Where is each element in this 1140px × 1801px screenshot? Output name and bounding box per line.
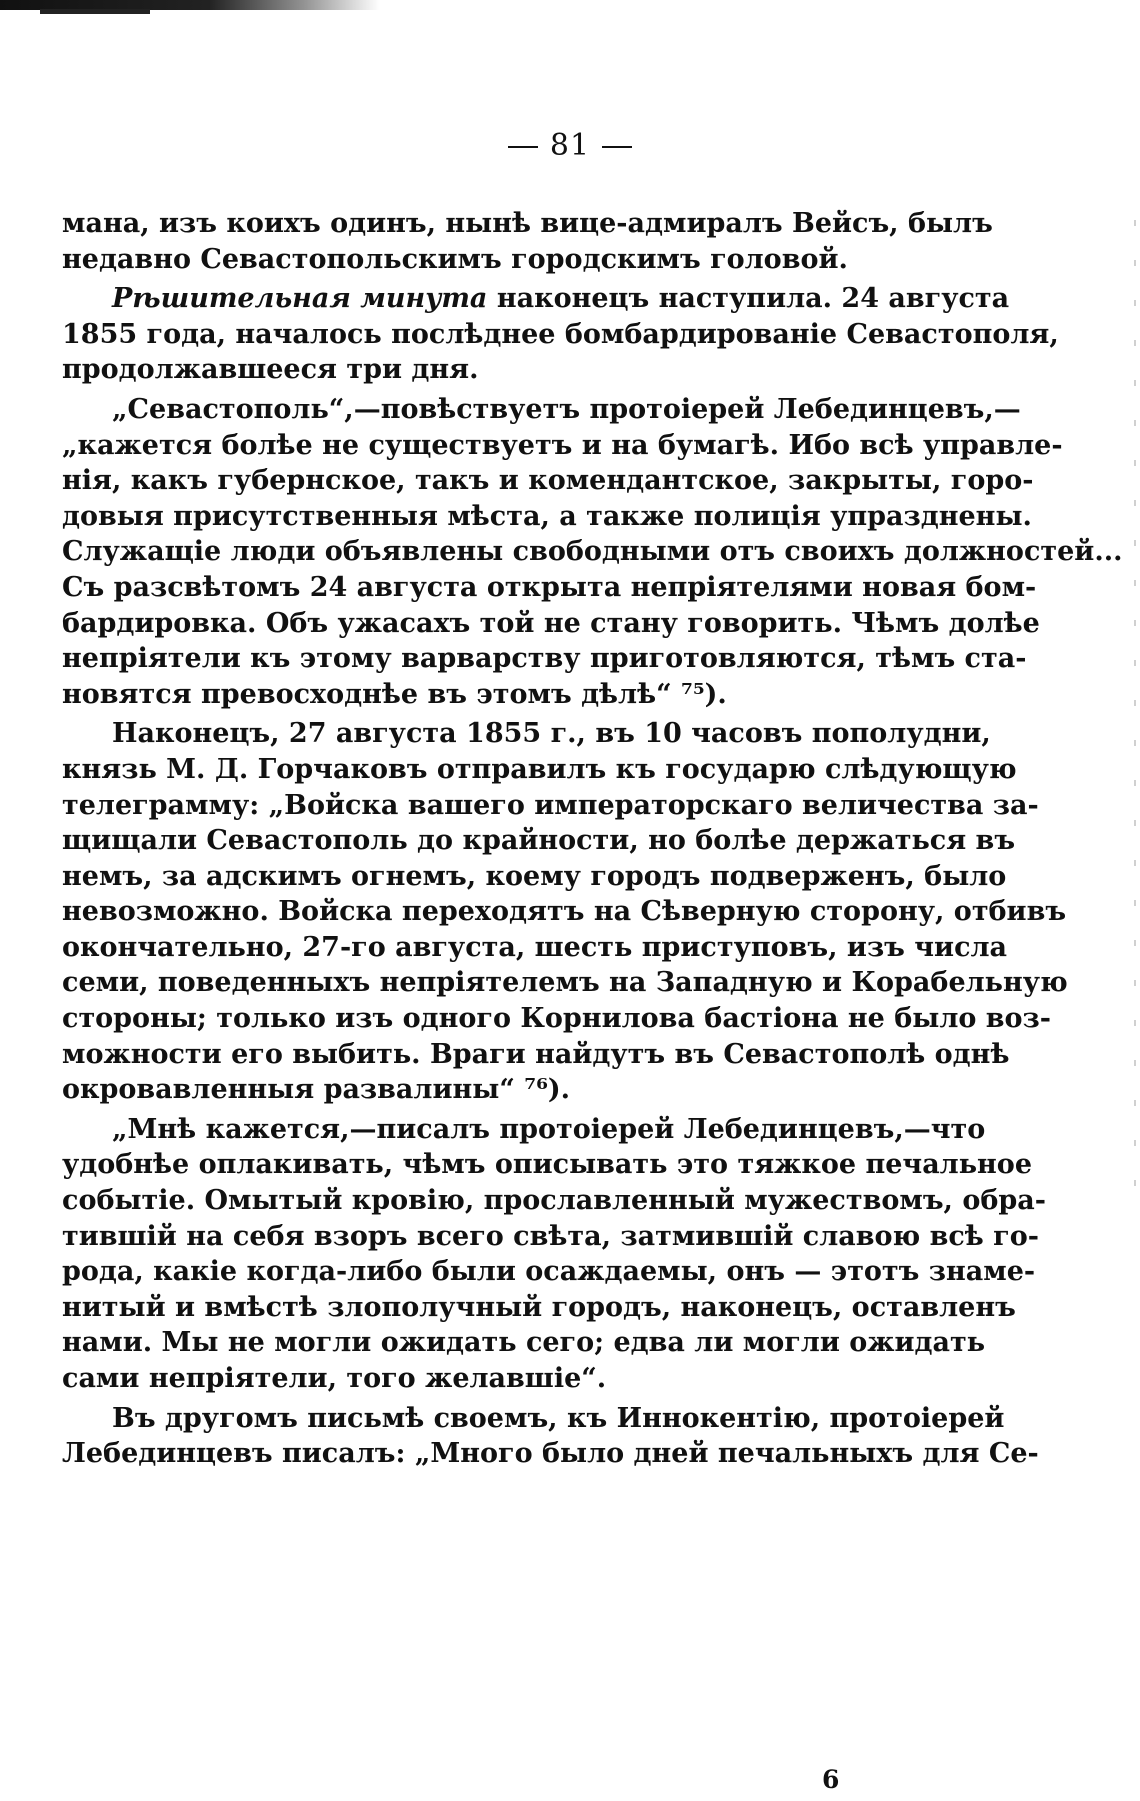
text-line: князь М. Д. Горчаковъ отправилъ къ государю слѣдующую <box>62 753 1017 785</box>
text-line: Наконецъ, 27 августа 1855 г., въ 10 часовъ пополудни, <box>112 718 991 750</box>
text-line: телеграмму: „Войска вашего императорскаго величества за- <box>62 789 1039 821</box>
text-line: можности его выбить. Враги найдутъ въ Севастополѣ однѣ <box>62 1038 1010 1070</box>
text-line: недавно Севастопольскимъ городскимъ головой. <box>62 243 848 275</box>
signature-mark: 6 <box>822 1765 840 1794</box>
text-line: „Мнѣ кажется,—писалъ протоіерей Лебединцевъ,—что <box>112 1113 986 1145</box>
body-text <box>62 206 1123 1472</box>
text-line: событіе. Омытый кровію, прославленный мужествомъ, обра- <box>62 1185 1046 1217</box>
scan-margin-specks <box>1134 220 1136 1200</box>
text-line: продолжавшееся три дня. <box>62 354 479 386</box>
text-line: тившій на себя взоръ всего свѣта, затмившій славою всѣ го- <box>62 1220 1039 1252</box>
text-line: щищали Севастополь до крайности, но болѣе держаться въ <box>62 825 1016 857</box>
text-line: рода, какіе когда-либо были осаждаемы, онъ — этотъ знаме- <box>62 1256 1036 1288</box>
text-line: нами. Мы не могли ожидать сего; едва ли могли ожидать <box>62 1327 986 1359</box>
text-line: сами непріятели, того желавшіе“. <box>62 1363 607 1394</box>
text-line: удобнѣе оплакивать, чѣмъ описывать это тяжкое печальное <box>62 1149 1032 1181</box>
text-line: немъ, за адскимъ огнемъ, коему городъ подверженъ, было <box>62 860 1007 892</box>
dash-left <box>508 146 538 148</box>
text-line: Лебединцевъ писалъ: „Много было дней печальныхъ для Се- <box>62 1438 1039 1470</box>
dash-right <box>602 146 632 148</box>
text-line: „кажется болѣе не существуетъ и на бумагѣ. Ибо всѣ управле- <box>62 429 1063 461</box>
text-line: стороны; только изъ одного Корнилова бастіона не было воз- <box>62 1003 1051 1035</box>
text-line <box>62 281 1010 317</box>
text-line: нія, какъ губернское, такъ и комендантское, закрыты, горо- <box>62 465 1034 497</box>
page-number-header <box>0 128 1140 163</box>
text-line-rest: наконецъ наступила. 24 августа <box>487 283 1010 315</box>
text-line: Въ другомъ письмѣ своемъ, къ Иннокентію, протоіерей <box>112 1402 1005 1434</box>
page-number: 81 <box>549 128 591 163</box>
text-line: невозможно. Войска переходятъ на Сѣверную сторону, отбивъ <box>62 896 1067 928</box>
text-line: новятся превосходнѣе въ этомъ дѣлѣ“ ⁷⁵). <box>62 678 727 710</box>
text-line: довыя присутственныя мѣста, а также полиція упразднены. <box>62 500 1032 532</box>
text-line: окончательно, 27-го августа, шесть приступовъ, изъ числа <box>62 931 1008 963</box>
text-line: непріятели къ этому варварству приготовляются, тѣмъ ста- <box>62 643 1027 675</box>
italic-phrase: Рѣшительная минута <box>112 283 488 315</box>
text-line: нитый и вмѣстѣ злополучный городъ, наконецъ, оставленъ <box>62 1291 1016 1323</box>
text-line: мана, изъ коихъ одинъ, нынѣ вице-адмиралъ Вейсъ, былъ <box>62 208 993 239</box>
text-line: Служащіе люди объявлены свободными отъ своихъ должностей... <box>62 536 1123 568</box>
text-line: окровавленныя развалины“ ⁷⁶). <box>62 1074 571 1106</box>
text-line: „Севастополь“,—повѣствуетъ протоіерей Лебединцевъ,— <box>112 393 1021 425</box>
text-line: бардировка. Объ ужасахъ той не стану говорить. Чѣмъ долѣе <box>62 607 1040 639</box>
text-line: семи, поведенныхъ непріятелемъ на Западную и Корабельную <box>62 967 1068 999</box>
scan-top-smudge-dark <box>40 9 150 14</box>
text-line: Съ разсвѣтомъ 24 августа открыта непріятелями новая бом- <box>62 571 1037 603</box>
text-line: 1855 года, началось послѣднее бомбардированіе Севастополя, <box>62 318 1059 350</box>
